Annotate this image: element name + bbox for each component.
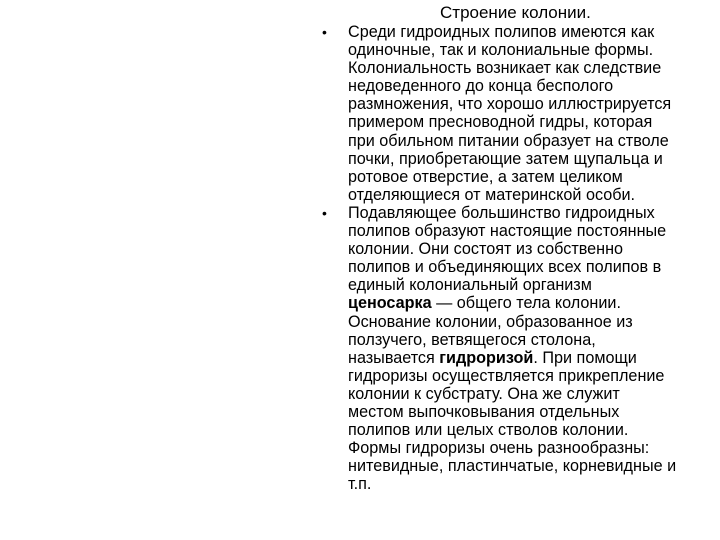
bullet-item-2: [300, 204, 718, 494]
text-line: почки, приобретающие затем щупальца и: [348, 149, 663, 168]
text-line: Подавляющее большинство гидроидных: [348, 203, 655, 222]
bullet-item-1: [300, 23, 718, 204]
term-suffix: . При помощи: [533, 348, 637, 367]
term-definition: — общего тела колонии.: [431, 294, 621, 313]
bullet-marker-icon: •: [322, 204, 327, 221]
text-line: примером пресноводной гидры, которая: [348, 113, 653, 132]
text-line: местом выпочковывания отдельных: [348, 402, 620, 421]
text-line-with-term: [348, 294, 718, 312]
text-line: одиночные, так и колониальные формы.: [348, 41, 654, 60]
term-hydrorhiza: гидроризой: [439, 348, 534, 367]
bullet-list: [300, 23, 718, 493]
text-line: т.п.: [348, 475, 372, 494]
text-line: недоведенного до конца бесполого: [348, 77, 614, 96]
text-line: полипов или целых стволов колонии.: [348, 421, 629, 440]
text-line-with-term: [348, 349, 718, 367]
text-line: колонии. Они состоят из собственно: [348, 240, 624, 259]
term-prefix: называется: [348, 348, 440, 367]
text-line: при обильном питании образует на стволе: [348, 131, 669, 150]
text-line: колонии к субстрату. Она же служит: [348, 384, 620, 403]
bullet-marker-icon: •: [322, 24, 327, 40]
term-cenosarc: ценосарка: [348, 294, 432, 313]
text-line: Колониальность возникает как следствие: [348, 59, 662, 78]
text-line: Основание колонии, образованное из: [348, 312, 633, 331]
text-line: размножения, что хорошо иллюстрируется: [348, 95, 672, 114]
text-line: гидроризы осуществляется прикрепление: [348, 366, 665, 385]
slide-title: Строение колонии.: [440, 3, 591, 22]
text-line: полипов образуют настоящие постоянные: [348, 222, 667, 241]
text-line: отделяющиеся от материнской особи.: [348, 185, 636, 204]
text-line: нитевидные, пластинчатые, корневидные и: [348, 457, 677, 476]
text-line: полипов и объединяющих всех полипов в: [348, 258, 662, 277]
text-line: Формы гидроризы очень разнообразны:: [348, 439, 650, 458]
text-line: единый колониальный организм: [348, 276, 592, 295]
text-line: Среди гидроидных полипов имеются как: [348, 23, 655, 41]
text-line: ползучего, ветвящегося столона,: [348, 330, 596, 349]
text-line: ротовое отверстие, а затем целиком: [348, 167, 623, 186]
